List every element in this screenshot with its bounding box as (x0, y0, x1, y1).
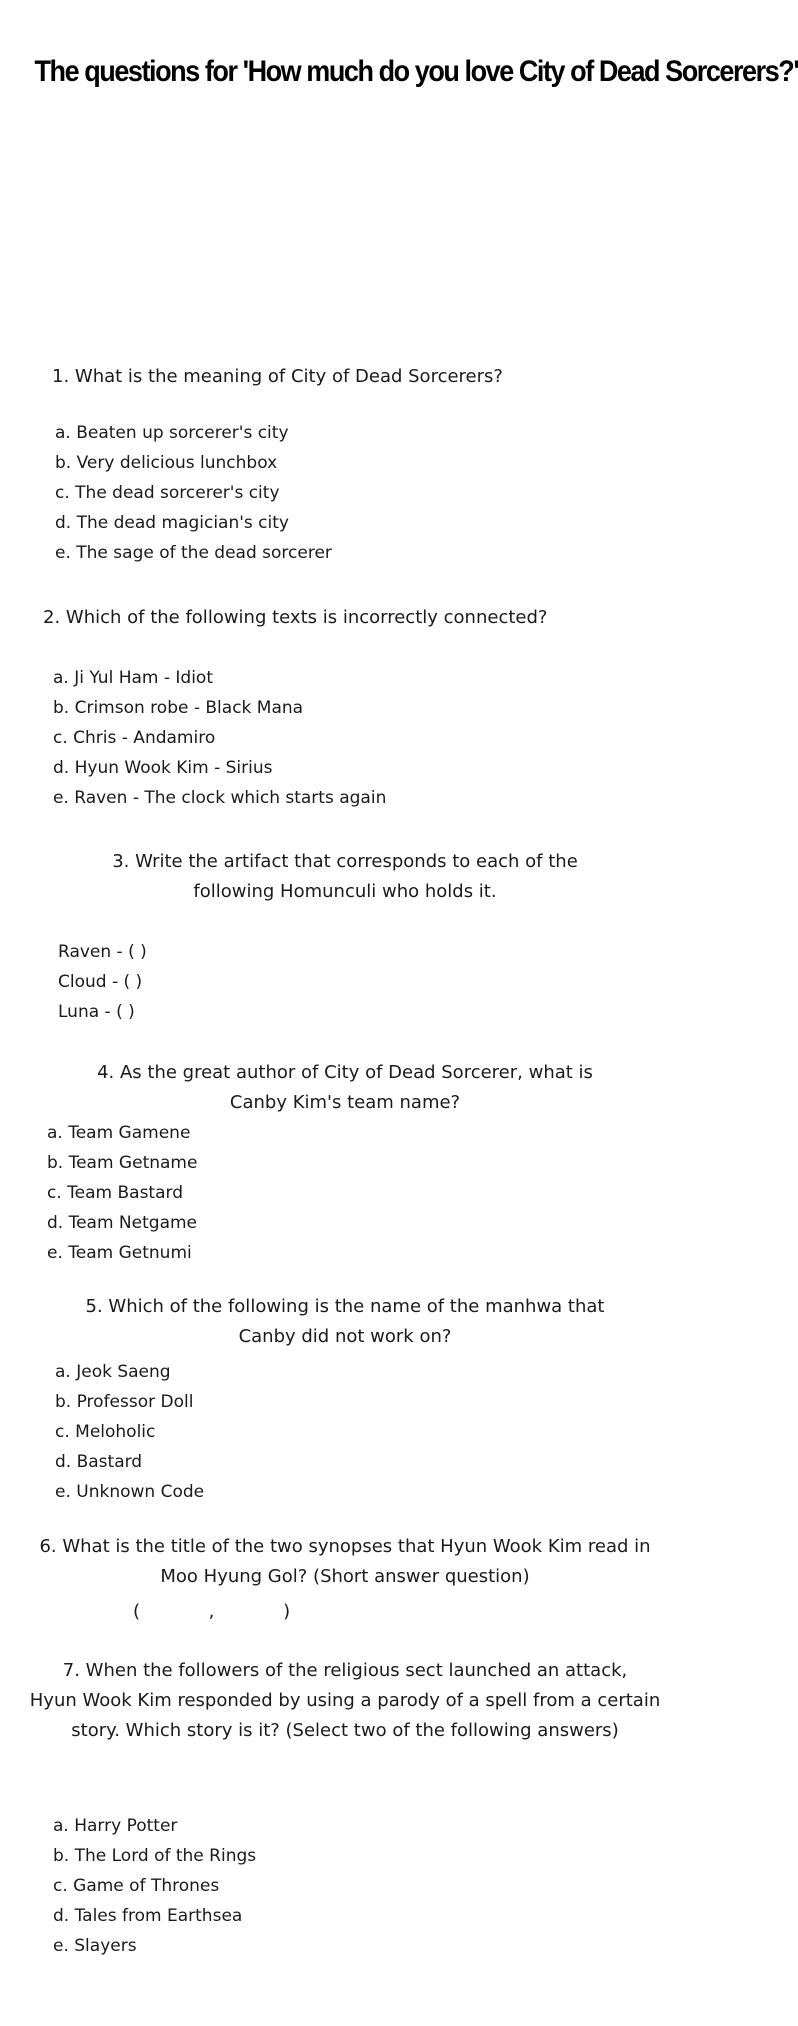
question-4-option-e[interactable]: e. Team Getnumi (47, 1243, 192, 1263)
question-4-prompt-line-2: Canby Kim's team name? (229, 1092, 461, 1113)
question-3-raven-blank[interactable]: Raven - ( ) (58, 942, 147, 962)
question-5-option-b[interactable]: b. Professor Doll (55, 1392, 194, 1412)
question-7-options (53, 1811, 256, 1961)
question-5-options (55, 1357, 204, 1507)
question-7-option-e[interactable]: e. Slayers (53, 1936, 137, 1956)
question-5-option-a[interactable]: a. Jeok Saeng (55, 1362, 171, 1382)
question-3-prompt (0, 847, 690, 907)
question-1-option-d[interactable]: d. The dead magician's city (55, 513, 289, 533)
question-2-option-a[interactable]: a. Ji Yul Ham - Idiot (53, 668, 213, 688)
question-1-option-c[interactable]: c. The dead sorcerer's city (55, 483, 280, 503)
question-7-prompt-line-2: Hyun Wook Kim responded by using a parody of a spell from a certain (29, 1690, 661, 1711)
question-5-option-e[interactable]: e. Unknown Code (55, 1482, 205, 1502)
question-6-prompt-line-2: Moo Hyung Gol? (Short answer question) (160, 1566, 530, 1587)
question-7-option-b[interactable]: b. The Lord of the Rings (53, 1846, 257, 1866)
question-3-luna-blank[interactable]: Luna - ( ) (58, 1002, 135, 1022)
question-2-prompt: 2. Which of the following texts is incorrectly connected? (43, 607, 548, 628)
question-1-option-b[interactable]: b. Very delicious lunchbox (55, 453, 278, 473)
question-7-option-a[interactable]: a. Harry Potter (53, 1816, 178, 1836)
question-7-prompt (0, 1656, 690, 1746)
question-4-prompt-line-1: 4. As the great author of City of Dead Sorcerer, what is (97, 1062, 593, 1083)
question-6-prompt (0, 1532, 690, 1592)
question-3-fill-ins (58, 937, 147, 1027)
question-6-prompt-line-1: 6. What is the title of the two synopses that Hyun Wook Kim read in (39, 1536, 651, 1557)
question-6-answer-blank[interactable]: ( , ) (133, 1601, 291, 1622)
page-title: The questions for 'How much do you love City of Dead Sorcerers?' (34, 55, 798, 88)
question-1-prompt: 1. What is the meaning of City of Dead Sorcerers? (52, 366, 503, 387)
question-4-option-c[interactable]: c. Team Bastard (47, 1183, 183, 1203)
question-7-prompt-line-1: 7. When the followers of the religious sect launched an attack, (62, 1660, 628, 1681)
question-7-option-c[interactable]: c. Game of Thrones (53, 1876, 220, 1896)
question-2-option-e[interactable]: e. Raven - The clock which starts again (53, 788, 387, 808)
question-1-option-a[interactable]: a. Beaten up sorcerer's city (55, 423, 289, 443)
question-5-prompt-line-1: 5. Which of the following is the name of the manhwa that (85, 1296, 605, 1317)
question-1-options (55, 418, 332, 568)
question-3-prompt-line-1: 3. Write the artifact that corresponds to each of the (112, 851, 578, 872)
question-3-prompt-line-2: following Homunculi who holds it. (193, 881, 497, 902)
question-5-prompt (0, 1292, 690, 1352)
question-1-option-e[interactable]: e. The sage of the dead sorcerer (55, 543, 332, 563)
question-2-option-b[interactable]: b. Crimson robe - Black Mana (53, 698, 304, 718)
question-2-options (53, 663, 386, 813)
question-7-option-d[interactable]: d. Tales from Earthsea (53, 1906, 243, 1926)
question-4-option-b[interactable]: b. Team Getname (47, 1153, 198, 1173)
question-2-option-d[interactable]: d. Hyun Wook Kim - Sirius (53, 758, 273, 778)
question-5-option-d[interactable]: d. Bastard (55, 1452, 143, 1472)
question-4-options (47, 1118, 197, 1268)
question-5-option-c[interactable]: c. Meloholic (55, 1422, 156, 1442)
question-3-cloud-blank[interactable]: Cloud - ( ) (58, 972, 143, 992)
question-7-prompt-line-3: story. Which story is it? (Select two of the following answers) (71, 1720, 619, 1741)
question-4-option-d[interactable]: d. Team Netgame (47, 1213, 198, 1233)
question-4-prompt (0, 1058, 690, 1118)
question-5-prompt-line-2: Canby did not work on? (238, 1326, 452, 1347)
question-4-option-a[interactable]: a. Team Gamene (47, 1123, 191, 1143)
question-2-option-c[interactable]: c. Chris - Andamiro (53, 728, 216, 748)
